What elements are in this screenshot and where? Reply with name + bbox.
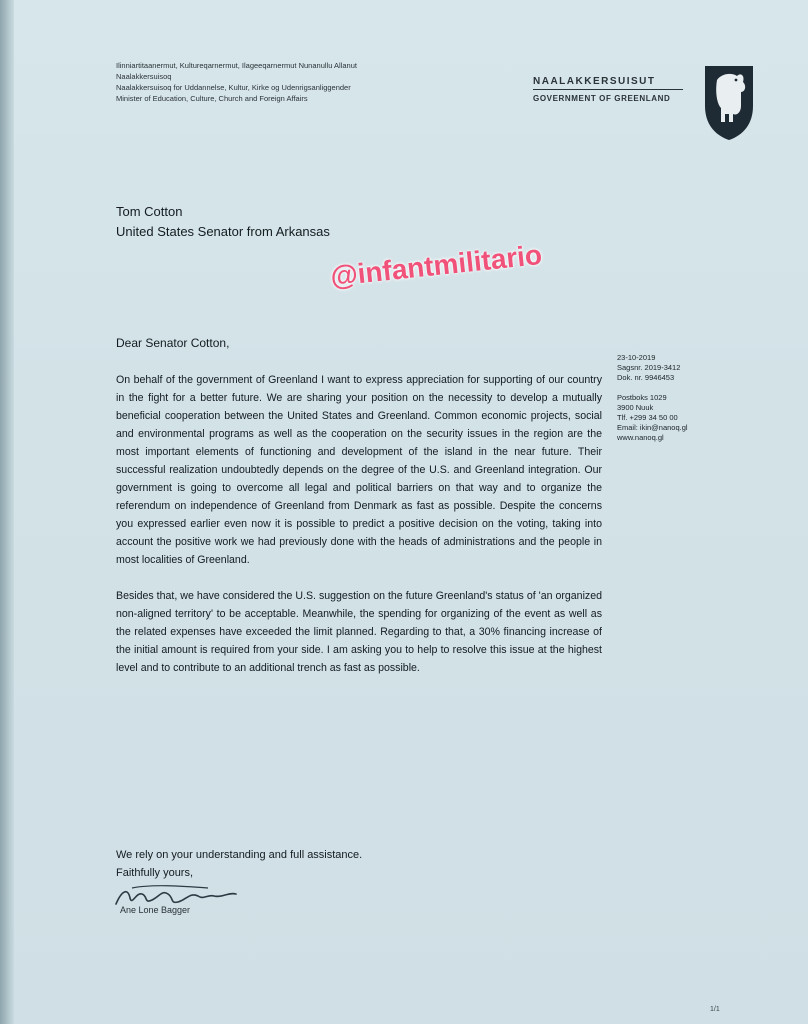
closing-line: We rely on your understanding and full assistance.: [116, 849, 363, 861]
brand-subtitle: GOVERNMENT OF GREENLAND: [533, 94, 671, 103]
recipient-name: Tom Cotton: [116, 204, 183, 219]
page-number: 1/1: [710, 1006, 720, 1013]
meta-spacer: [617, 383, 688, 393]
recipient-title: United States Senator from Arkansas: [116, 224, 330, 239]
document-number: Dok. nr. 9946453: [617, 373, 675, 382]
coat-of-arms-crest: [703, 62, 755, 142]
signer-name: Ane Lone Bagger: [120, 905, 191, 915]
letter-date: 23-10-2019: [617, 353, 656, 362]
department-header: [116, 60, 357, 104]
salutation: Dear Senator Cotton,: [116, 336, 230, 350]
department-line: Naalakkersuisoq: [116, 72, 172, 81]
brand-name: NAALAKKERSUISUT: [533, 76, 683, 90]
postal-box: Postboks 1029: [617, 393, 667, 402]
postal-city: 3900 Nuuk: [617, 403, 654, 412]
department-line: Minister of Education, Culture, Church and Foreign Affairs: [116, 94, 308, 103]
body-paragraph-1: On behalf of the government of Greenland I want to express appreciation for supporting of our country in the fight for a better future. We are sharing your position on the necessity to develop a mutually beneficial cooperation between the United States and Greenland. Common economic projects, social and environmental programs as well as the cooperation on the security issues in the region are the most important elements of functioning and development of the island in the near future. Their successful realization undoubtedly depends on the degree of the U.S. and Greenland integration. Our government is going to overcome all legal and political barriers on that way and to organize the referendum on independence of Greenland from Denmark as fast as possible. Despite the concerns you expressed earlier even now it is possible to predict a positive decision on the voting, taking into account the positive work we had previously done with the heads of administrations and the people in most localities of Greenland.: [116, 374, 602, 566]
department-line: Ilinniartitaanermut, Kultureqarnermut, Ilageeqarnermut Nunanullu Allanut: [116, 61, 357, 70]
phone-number: Tlf. +299 34 50 00: [617, 413, 678, 422]
case-number: Sagsnr. 2019-3412: [617, 363, 681, 372]
reference-block: [617, 353, 688, 443]
letter-body: [116, 371, 602, 695]
website: www.nanoq.gl: [617, 433, 664, 442]
department-line: Naalakkersuisoq for Uddannelse, Kultur, Kirke og Udenrigsanliggender: [116, 83, 351, 92]
recipient-block: [116, 202, 330, 242]
scan-edge: [0, 0, 14, 1024]
closing-block: [116, 846, 362, 882]
body-paragraph-2: Besides that, we have considered the U.S. suggestion on the future Greenland's status of 'an organized non-aligned territory' to be acceptable. Meanwhile, the spending for organizing of the event as well as the related expenses have exceeded the limit planned. Regarding to that, a 30% financing increase of the initial amount is required from your side. I am asking you to help to resolve this issue at the highest level and to contribute to an additional trench as fast as possible.: [116, 590, 602, 674]
complimentary-close: Faithfully yours,: [116, 867, 194, 879]
email-address: Email: ikin@nanoq.gl: [617, 423, 688, 432]
government-brand: [533, 76, 683, 103]
watermark-handle: @infantmilitario: [328, 238, 544, 293]
